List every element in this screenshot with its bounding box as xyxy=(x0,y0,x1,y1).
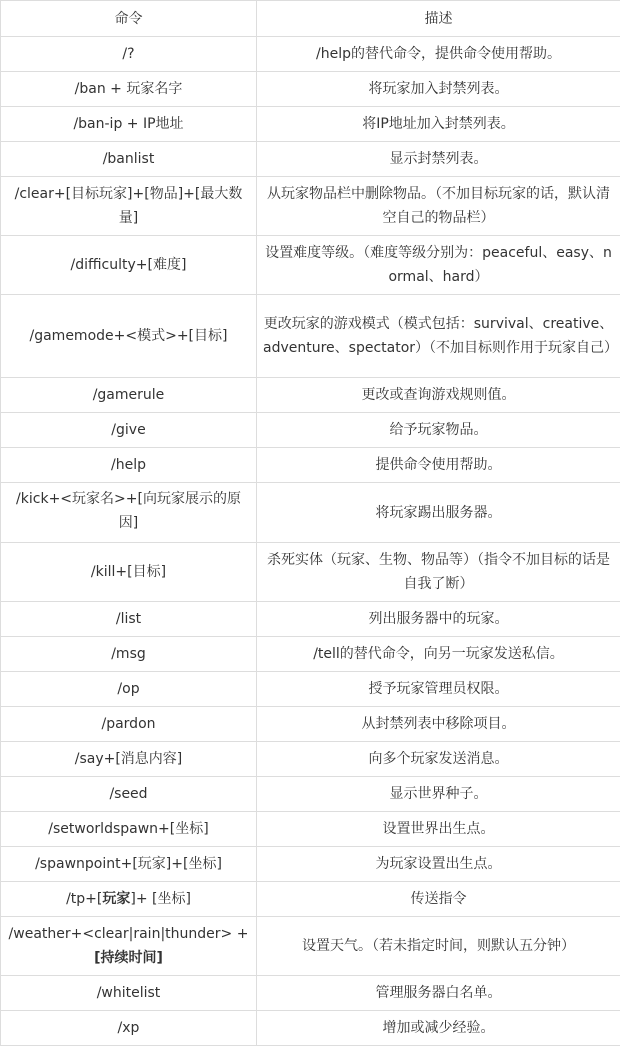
command-cell: /? xyxy=(1,37,257,72)
table-row xyxy=(1,917,620,976)
table-row xyxy=(1,413,620,448)
table-row xyxy=(1,672,620,707)
description-cell: 为玩家设置出生点。 xyxy=(257,847,620,882)
command-cell: /help xyxy=(1,448,257,483)
description-cell: 增加或减少经验。 xyxy=(257,1011,620,1046)
table-row xyxy=(1,483,620,543)
description-cell: /help的替代命令，提供命令使用帮助。 xyxy=(257,37,620,72)
table-row xyxy=(1,882,620,917)
table-row xyxy=(1,177,620,236)
description-cell: 杀死实体（玩家、生物、物品等）（指令不加目标的话是自我了断） xyxy=(257,543,620,602)
command-cell: /xp xyxy=(1,1011,257,1046)
table-row xyxy=(1,448,620,483)
command-cell: /banlist xyxy=(1,142,257,177)
table-row xyxy=(1,72,620,107)
command-cell: /difficulty+[难度] xyxy=(1,236,257,295)
command-cell: /give xyxy=(1,413,257,448)
command-cell: /pardon xyxy=(1,707,257,742)
table-row xyxy=(1,742,620,777)
description-cell: 将IP地址加入封禁列表。 xyxy=(257,107,620,142)
command-text-bold: 玩家 xyxy=(102,891,131,907)
table-row xyxy=(1,707,620,742)
description-cell: 提供命令使用帮助。 xyxy=(257,448,620,483)
command-cell xyxy=(1,882,257,917)
header-description: 描述 xyxy=(257,1,620,37)
description-cell: 设置世界出生点。 xyxy=(257,812,620,847)
command-cell: /whitelist xyxy=(1,976,257,1011)
table-row xyxy=(1,37,620,72)
command-cell: /msg xyxy=(1,637,257,672)
command-cell: /list xyxy=(1,602,257,637)
description-cell: 设置天气。（若未指定时间，则默认五分钟） xyxy=(257,917,620,976)
description-cell: 将玩家踢出服务器。 xyxy=(257,483,620,543)
description-cell: 显示封禁列表。 xyxy=(257,142,620,177)
description-cell: 更改或查询游戏规则值。 xyxy=(257,378,620,413)
command-cell: /gamemode+<模式>+[目标] xyxy=(1,295,257,378)
command-cell: /spawnpoint+[玩家]+[坐标] xyxy=(1,847,257,882)
description-cell: 将玩家加入封禁列表。 xyxy=(257,72,620,107)
table-row xyxy=(1,602,620,637)
description-cell: 更改玩家的游戏模式（模式包括：survival、creative、adventure、spectator）（不加目标则作用于玩家自己） xyxy=(257,295,620,378)
command-cell: /clear+[目标玩家]+[物品]+[最大数量] xyxy=(1,177,257,236)
command-cell: /setworldspawn+[坐标] xyxy=(1,812,257,847)
command-cell: /gamerule xyxy=(1,378,257,413)
command-cell: /kill+[目标] xyxy=(1,543,257,602)
command-text: /weather+<clear|rain|thunder> + xyxy=(8,926,249,942)
command-cell: /seed xyxy=(1,777,257,812)
description-cell: /tell的替代命令，向另一玩家发送私信。 xyxy=(257,637,620,672)
description-cell: 授予玩家管理员权限。 xyxy=(257,672,620,707)
command-text: /tp+[ xyxy=(66,891,103,907)
table-row xyxy=(1,236,620,295)
description-cell: 给予玩家物品。 xyxy=(257,413,620,448)
table-row xyxy=(1,295,620,378)
command-text: ]+ [坐标] xyxy=(130,891,191,907)
command-text-bold: [持续时间] xyxy=(94,950,163,966)
command-cell: /ban + 玩家名字 xyxy=(1,72,257,107)
description-cell: 向多个玩家发送消息。 xyxy=(257,742,620,777)
table-row xyxy=(1,378,620,413)
header-command: 命令 xyxy=(1,1,257,37)
description-cell: 传送指令 xyxy=(257,882,620,917)
description-cell: 列出服务器中的玩家。 xyxy=(257,602,620,637)
table-row xyxy=(1,142,620,177)
table-row xyxy=(1,976,620,1011)
table-row xyxy=(1,847,620,882)
description-cell: 设置难度等级。（难度等级分别为：peaceful、easy、normal、hard） xyxy=(257,236,620,295)
table-row xyxy=(1,637,620,672)
table-row xyxy=(1,812,620,847)
description-cell: 管理服务器白名单。 xyxy=(257,976,620,1011)
table-row xyxy=(1,107,620,142)
header-row xyxy=(1,1,620,37)
command-cell: /op xyxy=(1,672,257,707)
table-row xyxy=(1,777,620,812)
description-cell: 从玩家物品栏中删除物品。（不加目标玩家的话，默认清空自己的物品栏） xyxy=(257,177,620,236)
table-row xyxy=(1,543,620,602)
table-row xyxy=(1,1011,620,1046)
command-cell: /ban-ip + IP地址 xyxy=(1,107,257,142)
command-cell: /say+[消息内容] xyxy=(1,742,257,777)
command-cell xyxy=(1,917,257,976)
command-cell: /kick+<玩家名>+[向玩家展示的原因] xyxy=(1,483,257,543)
description-cell: 显示世界种子。 xyxy=(257,777,620,812)
description-cell: 从封禁列表中移除项目。 xyxy=(257,707,620,742)
